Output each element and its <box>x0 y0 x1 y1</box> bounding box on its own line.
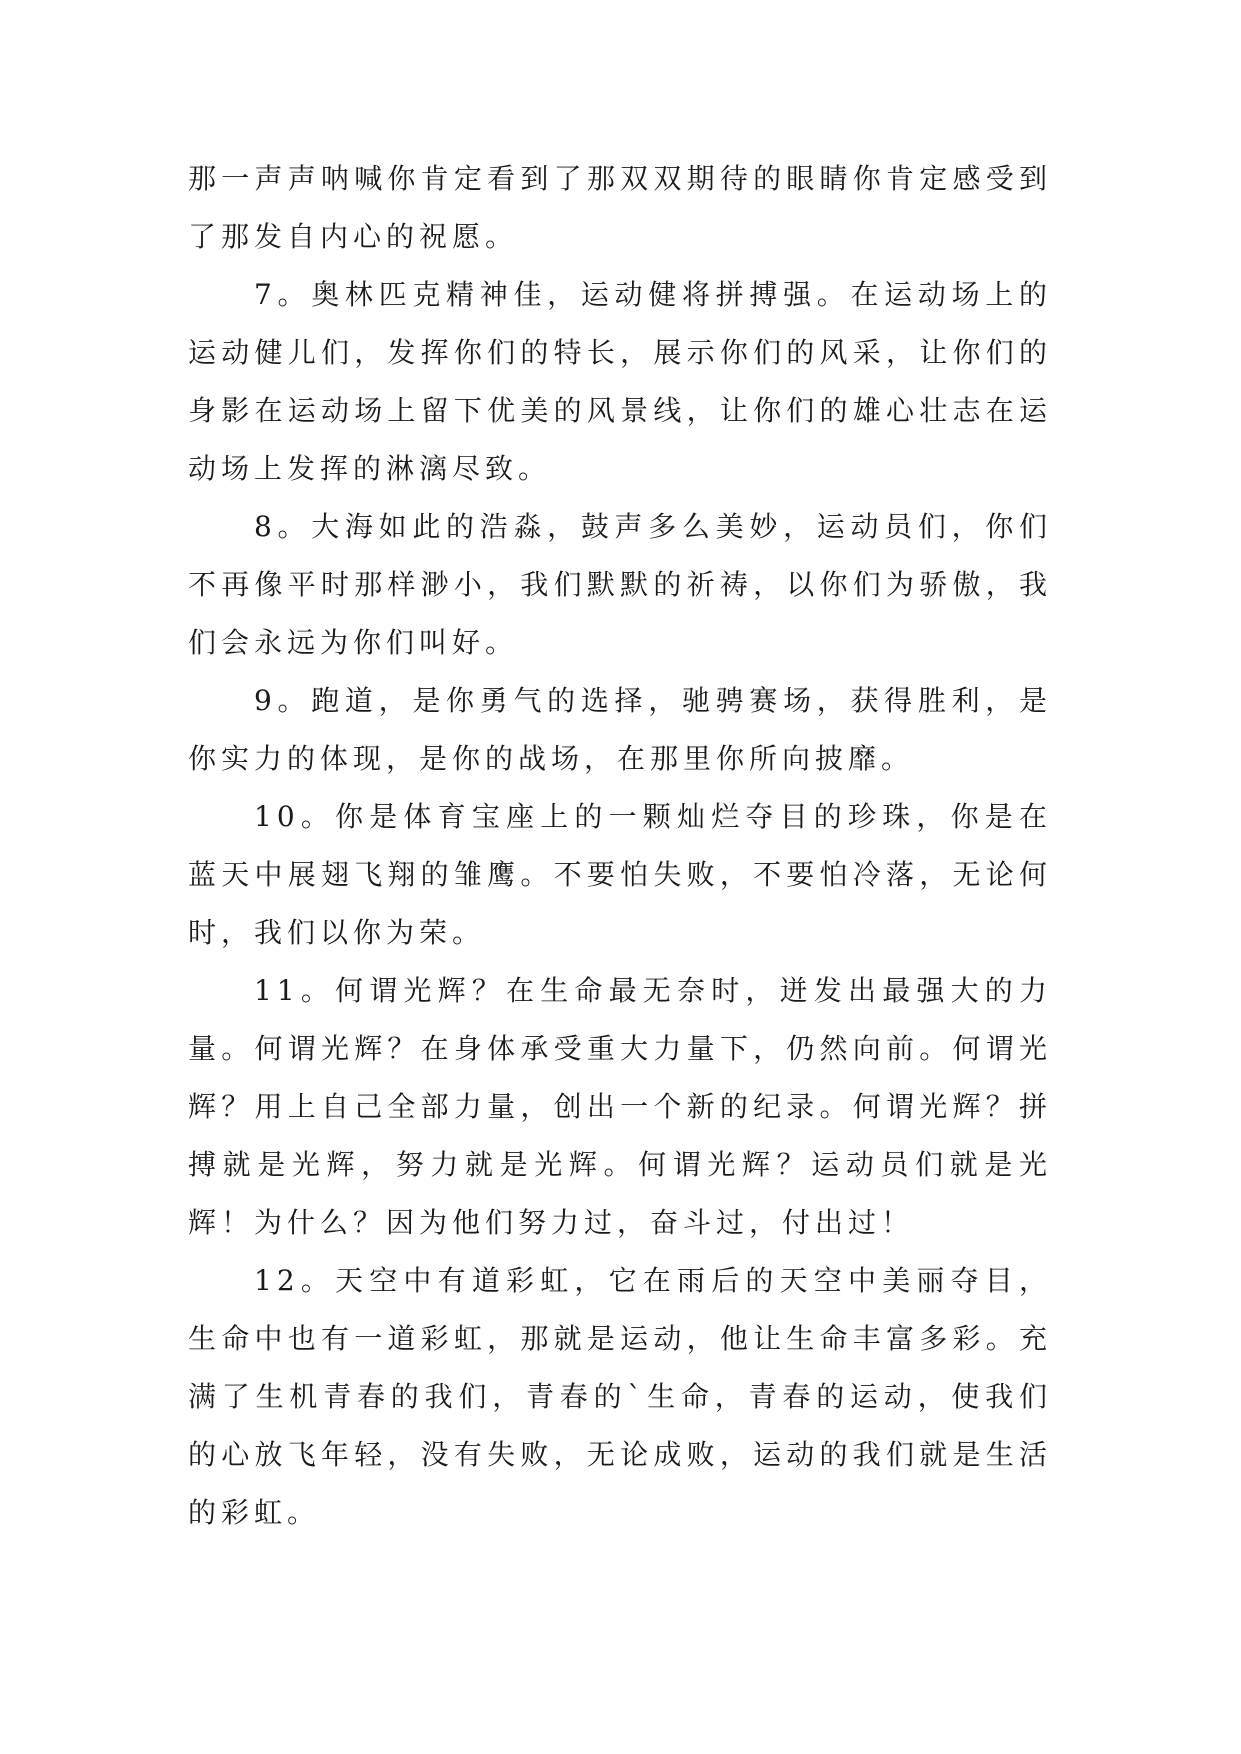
paragraph-8: 8。大海如此的浩淼，鼓声多么美妙，运动员们，你们不再像平时那样渺小，我们默默的祈祷，以你们为骄傲，我们会永远为你们叫好。 <box>188 510 1052 659</box>
paragraph-7: 7。奥林匹克精神佳，运动健将拼搏强。在运动场上的运动健儿们，发挥你们的特长，展示你们的风采，让你们的身影在运动场上留下优美的风景线，让你们的雄心壮志在运动场上发挥的淋漓尽致。 <box>188 278 1052 485</box>
document-page <box>188 150 1052 1542</box>
paragraph-12: 12。天空中有道彩虹，它在雨后的天空中美丽夺目，生命中也有一道彩虹，那就是运动，他让生命丰富多彩。充满了生机青春的我们，青春的`生命，青春的运动，使我们的心放飞年轻，没有失败，无论成败，运动的我们就是生活的彩虹。 <box>188 1264 1052 1529</box>
paragraph-10: 10。你是体育宝座上的一颗灿烂夺目的珍珠，你是在蓝天中展翅飞翔的雏鹰。不要怕失败，不要怕冷落，无论何时，我们以你为荣。 <box>188 800 1052 949</box>
paragraph-continued: 那一声声呐喊你肯定看到了那双双期待的眼睛你肯定感受到了那发自内心的祝愿。 <box>188 162 1052 253</box>
paragraph-11: 11。何谓光辉？在生命最无奈时，迸发出最强大的力量。何谓光辉？在身体承受重大力量下，仍然向前。何谓光辉？用上自己全部力量，创出一个新的纪录。何谓光辉？拼搏就是光辉，努力就是光辉。何谓光辉？运动员们就是光辉！为什么？因为他们努力过，奋斗过，付出过！ <box>188 974 1052 1239</box>
paragraph-9: 9。跑道，是你勇气的选择，驰骋赛场，获得胜利，是你实力的体现，是你的战场，在那里你所向披靡。 <box>188 684 1052 775</box>
